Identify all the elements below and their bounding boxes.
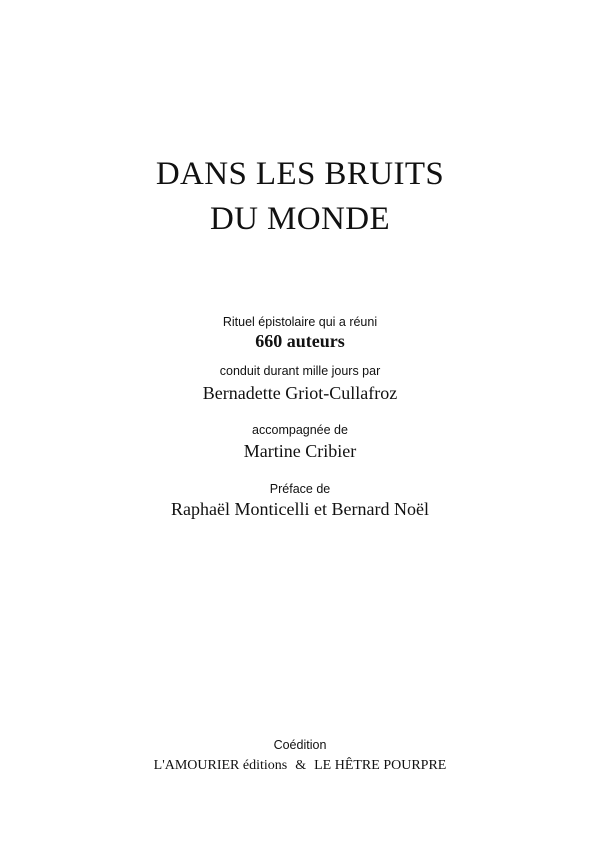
- coedition-label: Coédition: [273, 738, 327, 752]
- publisher-amourier: L'AMOURIER éditions: [153, 758, 288, 773]
- preface-authors: Raphaël Monticelli et Bernard Noël: [171, 499, 429, 519]
- subtitle-intro: Rituel épistolaire qui a réuni: [222, 315, 378, 329]
- accompanist-name: Martine Cribier: [243, 441, 357, 461]
- conducted-by-label: conduit durant mille jours par: [219, 364, 381, 378]
- preface-label: Préface de: [269, 482, 331, 496]
- book-title-line-2: DU MONDE: [209, 201, 391, 237]
- author-count: 660 auteurs: [255, 331, 345, 351]
- accompanied-by-label: accompagnée de: [252, 423, 348, 437]
- book-title-line-1: DANS LES BRUITS: [155, 156, 445, 192]
- publishers-line: [0, 759, 600, 773]
- conductor-name: Bernadette Griot-Cullafroz: [202, 383, 398, 403]
- publisher-hetre-pourpre: LE HÊTRE POURPRE: [314, 758, 447, 773]
- publisher-ampersand: &: [295, 758, 307, 773]
